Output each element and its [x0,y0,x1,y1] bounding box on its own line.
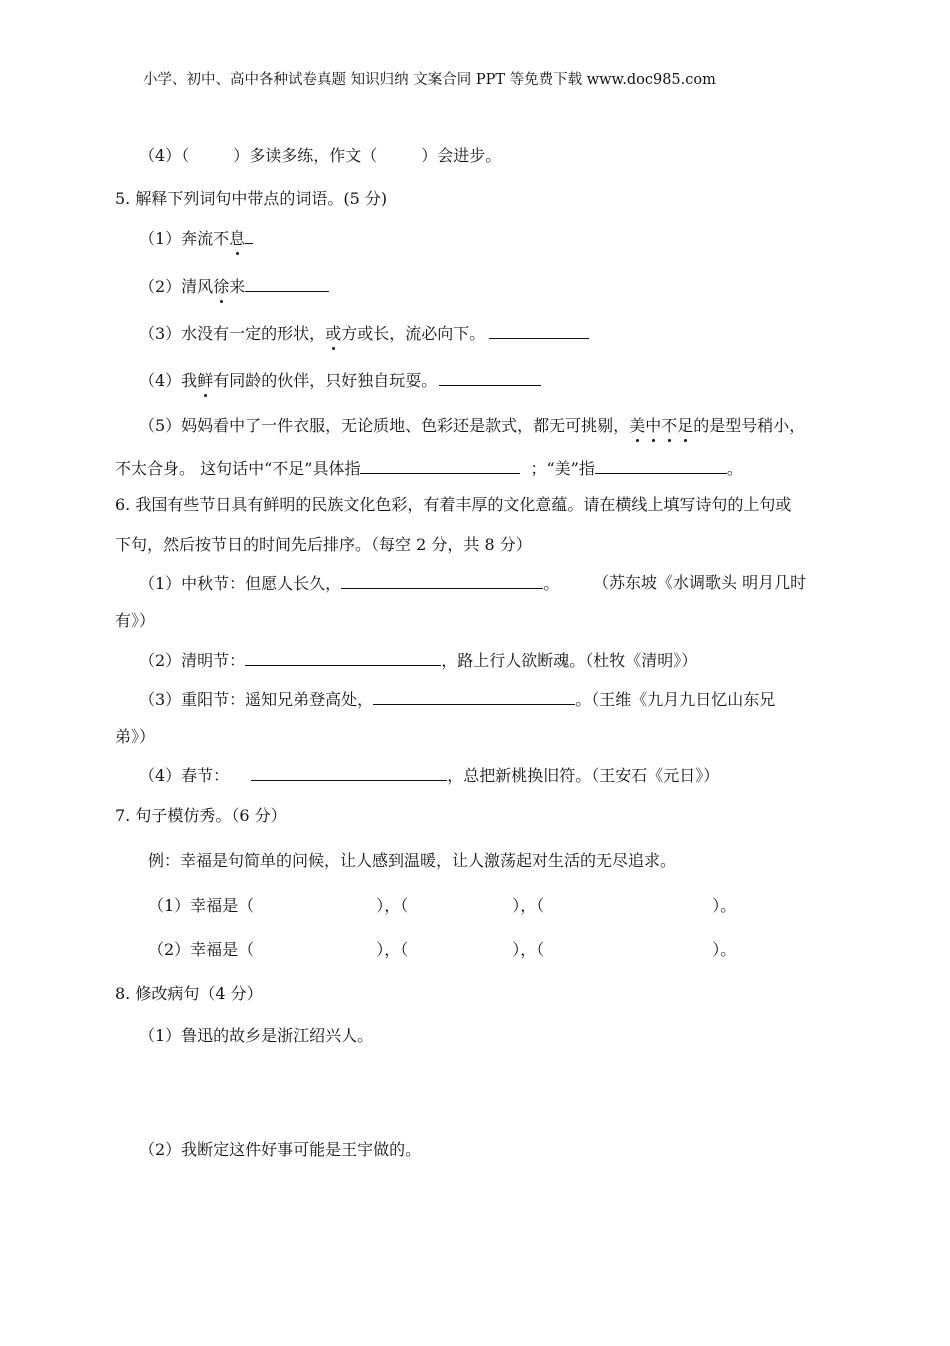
q5-item-5-text: （5）妈妈看中了一件衣服，无论质地、色彩还是款式，都无可挑剔， [139,416,630,435]
q6-title-line-1: 6. 我国有些节日具有鲜明的民族文化色彩，有着丰厚的文化意蕴。请在横线上填写诗句的上句或 [115,495,792,514]
q7-title: 7. 句子模仿秀。（6 分） [115,806,287,825]
q6-item-4-end: ，总把新桃换旧符。（王安石《元日》） [447,766,720,785]
q5-item-5-dotted-word-2: 中 [645,416,662,435]
q5-item-1-text: （1）奔流不 [139,229,230,248]
q6-item-1-blank[interactable] [341,573,543,589]
q5-title: 5. 解释下列词句中带点的词语。(5 分) [115,189,388,208]
q7-item-1-sep-1: ），（ [376,896,409,915]
q6-item-4-text: （4）春节： [139,766,230,785]
q4-item-4-num: （4） [139,146,182,165]
q7-item-1-end: ）。 [712,896,737,915]
q5-item-3-answer-blank[interactable] [489,323,589,339]
q5-item-4-answer-blank[interactable] [439,370,541,386]
q4-item-4 [139,146,501,166]
q5-item-4 [139,370,541,391]
q5-item-4-dotted-word: 鲜 [197,371,214,390]
q4-item-4-tail: ）会进步。 [421,146,502,165]
q5-item-5-bu-zu-blank[interactable] [360,458,520,474]
q5-item-4-text-end: 有同龄的伙伴，只好独自玩耍。 [213,371,438,390]
q6-item-2-text: （2）清明节： [139,651,246,670]
q7-item-2-sep-1: ），（ [376,940,409,959]
q7-item-1 [148,896,736,916]
q6-item-2 [139,650,697,671]
q5-item-2-text-end: 来 [229,277,246,296]
q5-item-5-line-2 [115,458,743,479]
q6-item-3-source-end: 弟》） [115,727,156,746]
q7-item-2-end: ）。 [712,940,737,959]
q5-item-5-line-2-text: 不太合身。 这句话中“不足”具体指 [115,459,361,478]
q7-item-2-text: （2）幸福是（ [148,940,255,959]
q6-item-4-blank[interactable] [251,765,447,781]
q5-item-2-dotted-word: 徐 [213,277,230,296]
q7-item-2-sep-2: ），（ [512,940,545,959]
q5-item-1 [139,228,253,249]
q5-item-5-mei-blank[interactable] [595,458,727,474]
q6-title-line-2: 下句，然后按节日的时间先后排序。（每空 2 分，共 8 分） [115,535,532,554]
q5-item-5-line-1 [139,416,805,436]
q5-item-3-dotted-word: 或 [325,324,342,343]
q7-item-1-text: （1）幸福是（ [148,896,255,915]
q5-item-5-dotted-word-4: 足 [677,416,694,435]
q5-item-4-text: （4）我 [139,371,198,390]
q5-item-5-line-2-mid: ；“美”指 [530,459,595,478]
q5-item-2 [139,276,329,297]
q6-item-1-text: （1）中秋节：但愿人长久， [139,574,342,593]
q6-item-3 [139,689,775,710]
q6-item-3-text: （3）重阳节：遥知兄弟登高处， [139,690,374,709]
q6-item-1 [139,573,559,594]
q6-item-2-end: ，路上行人欲断魂。（杜牧《清明》） [441,651,698,670]
q6-item-1-source: （苏东坡《水调歌头 明月几时 [593,573,807,592]
q7-item-2 [148,940,736,960]
q4-item-4-mid: ）多读多练，作文（ [233,146,378,165]
q5-item-3-text: （3）水没有一定的形状， [139,324,326,343]
q5-item-5-dotted-word-1: 美 [629,416,646,435]
q5-item-1-dotted-word: 息 [229,229,246,248]
q6-item-2-blank[interactable] [245,650,441,666]
q6-item-1-source-end: 有》） [115,611,156,630]
q5-item-3 [139,323,589,344]
q6-item-4 [139,765,719,786]
q5-item-3-text-end: 方或长，流必向下。 [341,324,486,343]
q5-item-5-line-2-end: 。 [726,459,743,478]
q5-item-2-answer-blank[interactable] [245,276,329,292]
q5-item-5-text-end: 的是型号稍小， [693,416,806,435]
q6-item-3-end: 。（王维《九月九日忆山东兄 [575,690,776,709]
q5-item-1-answer-blank[interactable] [245,228,253,244]
q7-example: 例：幸福是句简单的问候，让人感到温暖，让人激荡起对生活的无尽追求。 [148,851,677,870]
q7-item-1-sep-2: ），（ [512,896,545,915]
q6-item-3-blank[interactable] [373,689,575,705]
q4-item-4-open: （ [181,146,190,165]
q5-item-5-dotted-word-3: 不 [661,416,678,435]
q6-item-1-end: 。 [543,574,560,593]
q8-item-2: （2）我断定这件好事可能是王宇做的。 [139,1140,422,1159]
q8-title: 8. 修改病句（4 分） [115,984,263,1003]
q8-item-1: （1）鲁迅的故乡是浙江绍兴人。 [139,1026,374,1045]
q5-item-2-text: （2）清风 [139,277,214,296]
page-header: 小学、初中、高中各种试卷真题 知识归纳 文案合同 PPT 等免费下载 www.doc985.com [143,72,716,88]
